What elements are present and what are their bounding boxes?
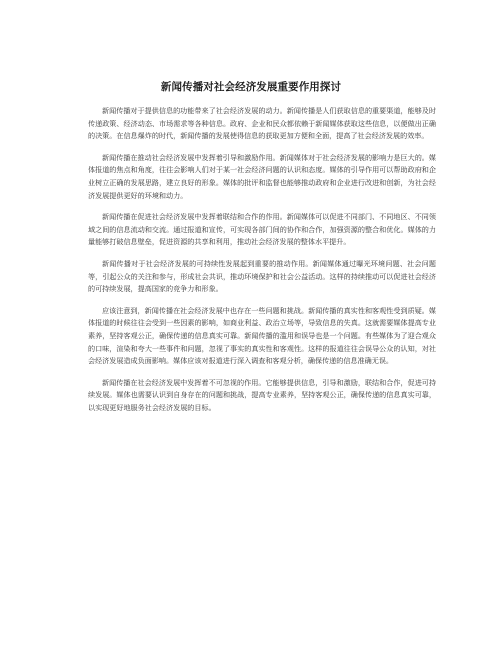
paragraph: 新闻传播对于提供信息的功能带来了社会经济发展的动力。新闻传播是人们获取信息的重要渠道，能够及时传递政策、经济动态、市场需求等各种信息。政府、企业和民众都依赖于新闻媒体获取这些信息，以便做出正确的决策。在信息爆炸的时代，新闻传播的发展使得信息的获取更加方便和全面，提高了社会经济发展的效率。 (88, 106, 436, 141)
paragraph: 新闻传播对于社会经济发展的可持续性发展起到重要的推动作用。新闻媒体通过曝光环境问题、社会问题等，引起公众的关注和参与，形成社会共识，推动环境保护和社会公益活动。这样的持续推动可以促进社会经济的可持续发展，提高国家的竞争力和形象。 (88, 258, 436, 294)
paragraph: 应该注意到，新闻传播在社会经济发展中也存在一些问题和挑战。新闻传播的真实性和客观性受到质疑。媒体报道的时候往往会受到一些因素的影响，如商业利益、政治立场等，导致信息的失真。这就需要媒体提高专业素养，坚持客观公正，确保传递的信息真实可靠。新闻传播的滥用和误导也是一个问题。有些媒体为了迎合观众的口味，渲染和夸大一些事件和问题，忽视了事实的真实性和客观性。这样的报道往往会误导公众的认知，对社会经济发展造成负面影响。媒体应该对报道进行深入调查和客观分析，确保传递的信息准确无误。 (88, 305, 436, 366)
paragraph: 新闻传播在促进社会经济发展中发挥着联结和合作的作用。新闻媒体可以促进不同部门、不同地区、不同领域之间的信息流动和交流。通过报道和宣传，可实现各部门间的协作和合作，加强资源的整合和优化。媒体的力量能够打破信息壁垒，促进资源的共享和利用，推动社会经济发展的整体水平提升。 (88, 212, 436, 247)
paragraph: 新闻传播在社会经济发展中发挥着不可忽视的作用。它能够提供信息，引导和激励，联结和合作，促进可持续发展。媒体也需要认识到自身存在的问题和挑战，提高专业素养，坚持客观公正，确保传递的信息真实可靠，以实现更好地服务社会经济发展的目标。 (88, 377, 436, 412)
document-title: 新闻传播对社会经济发展重要作用探讨 (160, 81, 342, 93)
document-body (88, 105, 436, 423)
paragraph: 新闻传播在推动社会经济发展中发挥着引导和激励作用。新闻媒体对于社会经济发展的影响力是巨大的。媒体报道的焦点和角度，往往会影响人们对于某一社会经济问题的认识和态度。媒体的引导作用可以帮助政府和企业树立正确的发展思路，建立良好的形象。媒体的批评和监督也能够推动政府和企业进行改进和创新，为社会经济发展提供更好的环境和动力。 (88, 152, 436, 200)
